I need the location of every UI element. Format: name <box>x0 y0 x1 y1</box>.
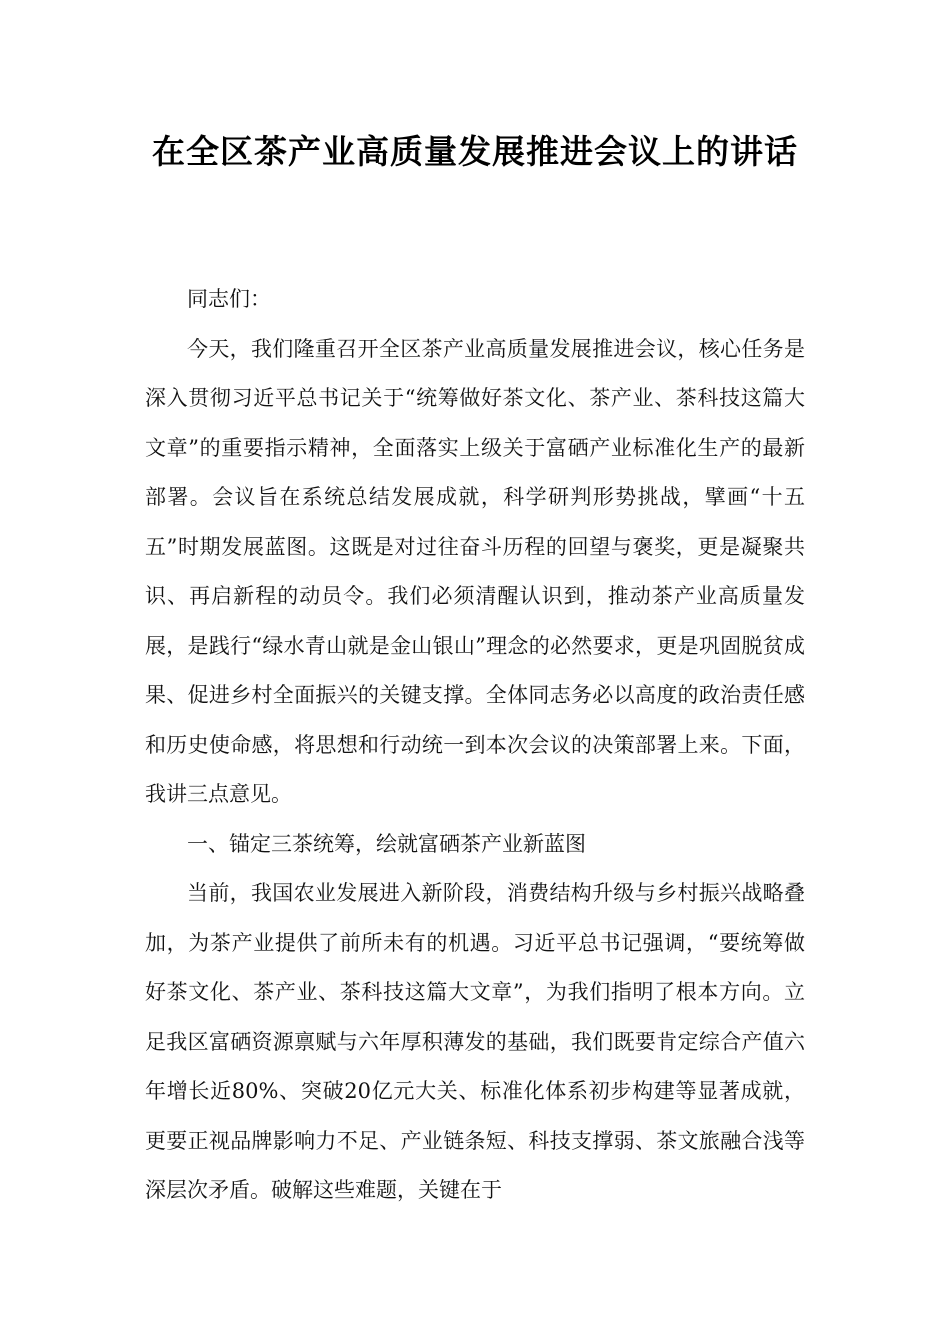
document-title: 在全区茶产业高质量发展推进会议上的讲话 <box>152 132 798 171</box>
document-body <box>145 275 805 1216</box>
section-heading: 一、锚定三茶统筹，绘就富硒茶产业新蓝图 <box>187 831 586 856</box>
opening-paragraph: 今天，我们隆重召开全区茶产业高质量发展推进会议，核心任务是深入贯彻习近平总书记关于“统筹做好茶文化、茶产业、茶科技这篇大文章”的重要指示精神，全面落实上级关于富硒产业标准化生产的最新部署。会议旨在系统总结发展成就，科学研判形势挑战，擘画“十五五”时期发展蓝图。这既是对过往奋斗历程的回望与褒奖，更是凝聚共识、再启新程的动员令。我们必须清醒认识到，推动茶产业高质量发展，是践行“绿水青山就是金山银山”理念的必然要求，更是巩固脱贫成果、促进乡村全面振兴的关键支撑。全体同志务必以高度的政治责任感和历史使命感，将思想和行动统一到本次会议的决策部署上来。下面，我讲三点意见。 <box>145 336 805 806</box>
section-paragraph: 当前，我国农业发展进入新阶段，消费结构升级与乡村振兴战略叠加，为茶产业提供了前所未有的机遇。习近平总书记强调，“要统筹做好茶文化、茶产业、茶科技这篇大文章”，为我们指明了根本方向。立足我区富硒资源禀赋与六年厚积薄发的基础，我们既要肯定综合产值六年增长近80%、突破20亿元大关、标准化体系初步构建等显著成就，更要正视品牌影响力不足、产业链条短、科技支撑弱、茶文旅融合浅等深层次矛盾。破解这些难题，关键在于 <box>145 881 805 1202</box>
salutation: 同志们： <box>187 287 271 311</box>
